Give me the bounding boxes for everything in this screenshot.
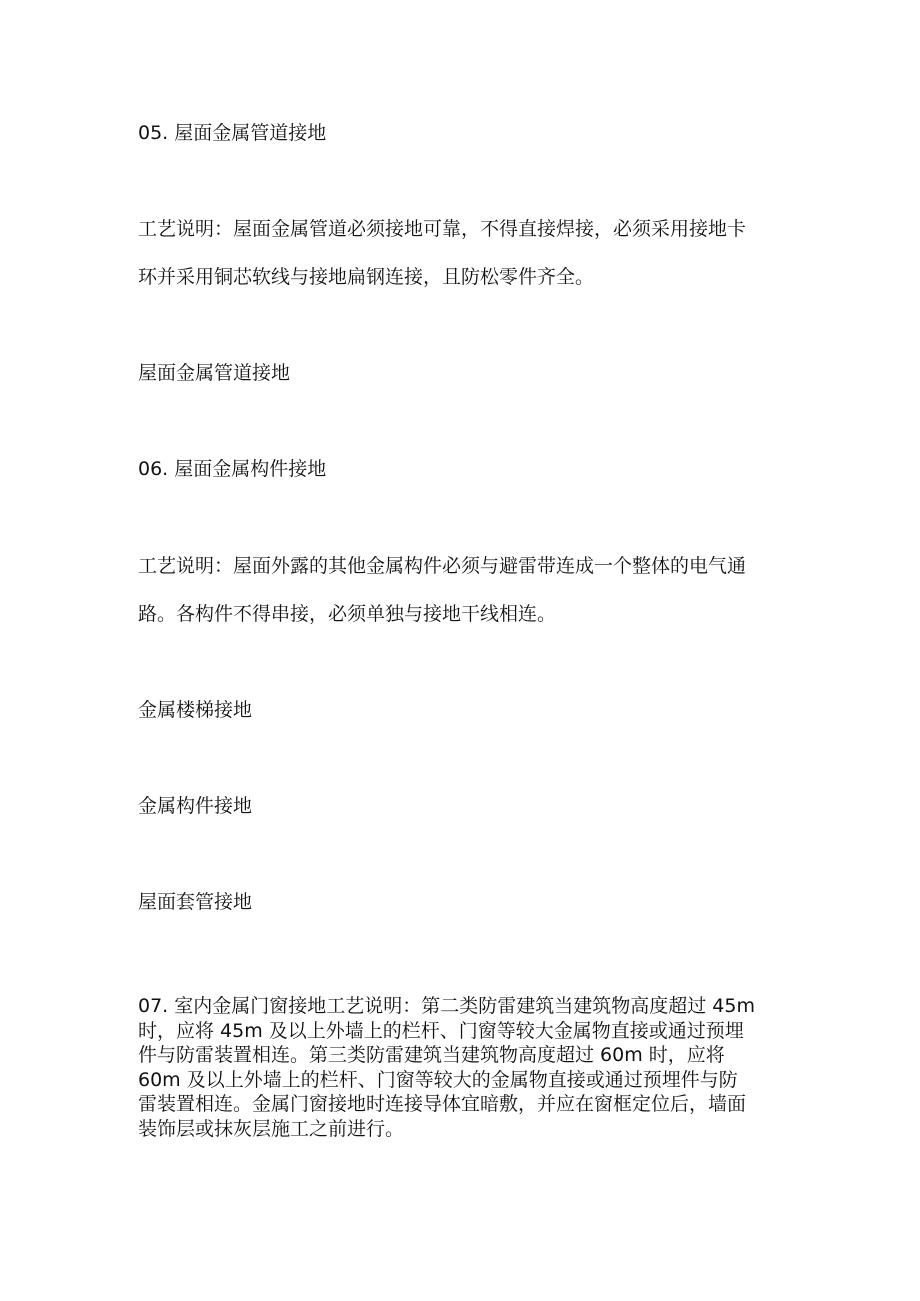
section-07-line: 时，应将 45m 及以上外墙上的栏杆、门窗等较大金属物直接或通过预埋 [138,1019,744,1042]
section-07-line: 07. 室内金属门窗接地工艺说明：第二类防雷建筑当建筑物高度超过 45m [138,995,755,1017]
section-06-description-line-2: 路。各构件不得串接，必须单独与接地干线相连。 [138,603,557,625]
section-07-line: 装饰层或抹灰层施工之前进行。 [138,1117,405,1140]
section-07-line: 雷装置相连。金属门窗接地时连接导体宜暗敷，并应在窗框定位后，墙面 [138,1093,747,1115]
section-05-heading: 05. 屋面金属管道接地 [138,122,327,144]
section-05-caption: 屋面金属管道接地 [138,362,291,384]
section-05-description-line-1: 工艺说明：屋面金属管道必须接地可靠，不得直接焊接，必须采用接地卡 [138,218,747,240]
section-06-heading: 06. 屋面金属构件接地 [138,458,327,480]
section-07-paragraph [138,994,755,1141]
caption-metal-components: 金属构件接地 [138,795,253,817]
caption-roof-sleeve: 屋面套管接地 [138,891,253,913]
section-07-line: 件与防雷装置相连。第三类防雷建筑当建筑物高度超过 60m 时，应将 [138,1044,725,1066]
section-07-line: 60m 及以上外墙上的栏杆、门窗等较大的金属物直接或通过预埋件与防 [138,1068,738,1091]
section-06-description-line-1: 工艺说明：屋面外露的其他金属构件必须与避雷带连成一个整体的电气通 [138,555,747,577]
section-05-description-line-2: 环并采用铜芯软线与接地扁钢连接，且防松零件齐全。 [138,266,595,288]
caption-metal-stairs: 金属楼梯接地 [138,699,253,721]
